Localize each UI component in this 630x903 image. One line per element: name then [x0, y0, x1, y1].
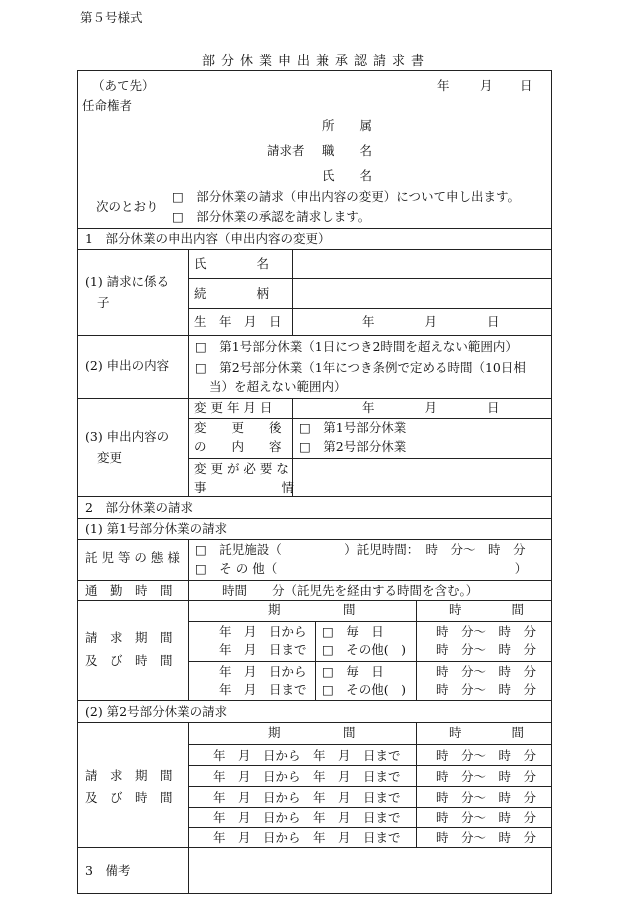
section2-title: 2 部分休業の請求: [85, 500, 193, 515]
sub1-row1-daily-checkbox[interactable]: □ 毎 日: [322, 624, 384, 639]
sub1-row2-daily-checkbox[interactable]: □ 毎 日: [322, 664, 384, 679]
affiliation-label: 所 属: [322, 118, 373, 133]
content-option2-checkbox[interactable]: □ 第2号部分休業（1年につき条例で定める時間（10日相: [195, 360, 526, 375]
period-header: 期 間: [268, 602, 356, 617]
change-label-1: (3) 申出内容の: [85, 429, 170, 444]
remarks-field[interactable]: [189, 848, 551, 893]
sub1-row2-other-checkbox[interactable]: □ その他( ): [322, 682, 407, 697]
care-option1-checkbox[interactable]: □ 託児施設（ ）託児時間： 時 分〜 時 分: [195, 542, 526, 557]
approval-option-checkbox[interactable]: □ 部分休業の承認を請求します。: [172, 209, 371, 224]
remarks-label: 3 備考: [85, 863, 131, 878]
change-label-2: 変更: [97, 450, 123, 465]
sub2-row5-period[interactable]: 年 月 日から 年 月 日まで: [213, 830, 401, 845]
date-day: 日: [520, 78, 533, 93]
birth-date-field[interactable]: 年 月 日: [362, 314, 500, 329]
sub1-row1-time2[interactable]: 時 分〜 時 分: [436, 642, 537, 657]
after-change-label-b: の 内 容: [194, 439, 282, 454]
sub1-row2-time2[interactable]: 時 分〜 時 分: [436, 682, 537, 697]
appointer-label: 任命権者: [82, 98, 133, 113]
after-option1-checkbox[interactable]: □ 第1号部分休業: [299, 420, 407, 435]
sub1-row2-time1[interactable]: 時 分〜 時 分: [436, 664, 537, 679]
page-title: 部分休業申出兼承認請求書: [202, 54, 431, 69]
child-label-1: (1) 請求に係る: [85, 274, 170, 289]
child-birth-label: 生 年 月 日: [194, 314, 282, 329]
sub1-row2-from[interactable]: 年 月 日から: [219, 664, 307, 679]
content-label: (2) 申出の内容: [85, 358, 170, 373]
child-relation-label: 続 柄: [194, 286, 270, 301]
sub1-row1-to[interactable]: 年 月 日まで: [219, 642, 307, 657]
requester-label: 請求者: [267, 143, 305, 158]
request-option-checkbox[interactable]: □ 部分休業の請求（申出内容の変更）について申し出ます。: [172, 189, 521, 204]
care-label: 託 児 等 の 態 様: [85, 550, 180, 565]
sub2-period-label-1: 請 求 期 間: [85, 768, 173, 783]
after-option2-checkbox[interactable]: □ 第2号部分休業: [299, 439, 407, 454]
reason-label-b: 事 情: [194, 480, 295, 495]
sub1-row1-other-checkbox[interactable]: □ その他( ): [322, 642, 407, 657]
sub2-row2-period[interactable]: 年 月 日から 年 月 日まで: [213, 769, 401, 784]
period-label-2: 及 び 時 間: [85, 653, 173, 668]
period-label-1: 請 求 期 間: [85, 630, 173, 645]
sub1-row1-from[interactable]: 年 月 日から: [219, 624, 307, 639]
addressee-label: （あて先）: [92, 78, 155, 93]
sub2-period-label-2: 及 び 時 間: [85, 790, 173, 805]
sub1-row1-time1[interactable]: 時 分〜 時 分: [436, 624, 537, 639]
commute-label: 通 勤 時 間: [85, 583, 173, 598]
commute-field[interactable]: 時間 分（託児先を経由する時間を含む。）: [222, 583, 479, 598]
sub2-period-header: 期 間: [268, 725, 356, 740]
time-header: 時 間: [449, 602, 525, 617]
reason-label-a: 変 更 が 必 要 な: [194, 461, 289, 476]
sub2-row4-time[interactable]: 時 分〜 時 分: [436, 810, 537, 825]
child-name-label: 氏 名: [194, 256, 270, 271]
sub2-title: (2) 第2号部分休業の請求: [85, 704, 228, 719]
sub2-row1-period[interactable]: 年 月 日から 年 月 日まで: [213, 748, 401, 763]
date-month: 月: [480, 78, 493, 93]
sub2-row3-period[interactable]: 年 月 日から 年 月 日まで: [213, 790, 401, 805]
care-option2-checkbox[interactable]: □ そ の 他（ ）: [195, 561, 528, 576]
change-date-field[interactable]: 年 月 日: [362, 400, 500, 415]
sub2-row3-time[interactable]: 時 分〜 時 分: [436, 790, 537, 805]
sub2-row4-period[interactable]: 年 月 日から 年 月 日まで: [213, 810, 401, 825]
change-date-label: 変 更 年 月 日: [194, 400, 273, 415]
sub1-row2-to[interactable]: 年 月 日まで: [219, 682, 307, 697]
child-label-2: 子: [97, 295, 110, 310]
content-option1-checkbox[interactable]: □ 第1号部分休業（1日につき2時間を超えない範囲内）: [195, 339, 518, 354]
sub2-row1-time[interactable]: 時 分〜 時 分: [436, 748, 537, 763]
as-follows-label: 次のとおり: [96, 199, 159, 214]
position-label: 職 名: [322, 143, 373, 158]
form-number: 第５号様式: [80, 10, 143, 25]
name-label: 氏 名: [322, 168, 373, 183]
sub2-row2-time[interactable]: 時 分〜 時 分: [436, 769, 537, 784]
after-change-label-a: 変 更 後: [194, 420, 282, 435]
sub2-time-header: 時 間: [449, 725, 525, 740]
section1-title: 1 部分休業の申出内容（申出内容の変更）: [85, 231, 331, 246]
sub1-title: (1) 第1号部分休業の請求: [85, 521, 228, 536]
date-year: 年: [437, 78, 450, 93]
content-option2-cont: 当）を超えない範囲内）: [209, 379, 347, 394]
sub2-row5-time[interactable]: 時 分〜 時 分: [436, 830, 537, 845]
